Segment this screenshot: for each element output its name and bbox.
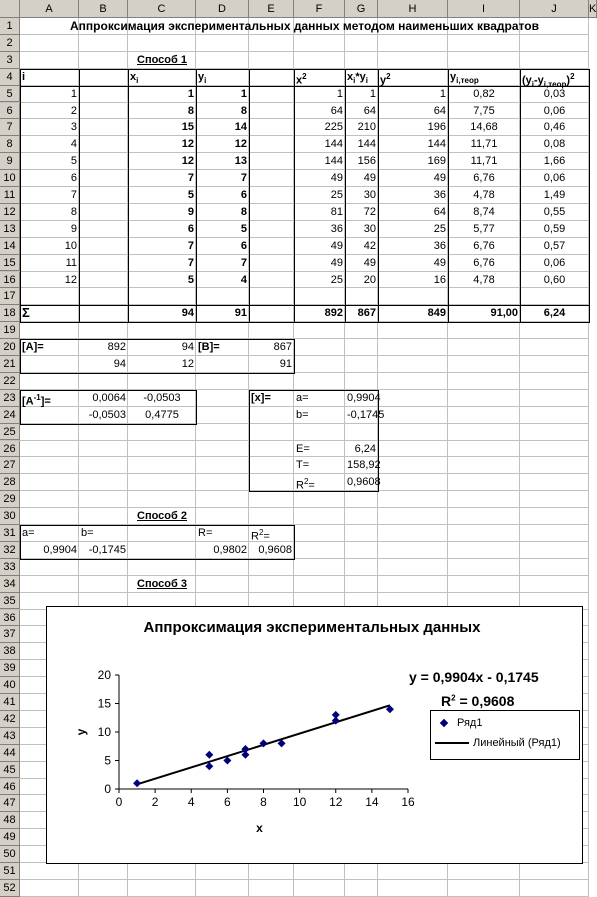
row-header-33[interactable]: 33 bbox=[0, 559, 20, 576]
x-tick-label: 8 bbox=[260, 795, 267, 809]
matrix-a-cell: 892 bbox=[107, 341, 126, 354]
table-cell: 5 bbox=[70, 155, 77, 168]
table-cell: 7 bbox=[240, 172, 247, 185]
column-header-a[interactable]: A bbox=[20, 0, 79, 18]
method2-r2-eq: = bbox=[263, 530, 270, 543]
row-header-11[interactable]: 11 bbox=[0, 187, 20, 204]
table-cell: 6,76 bbox=[473, 256, 495, 269]
table-cell: 12 bbox=[234, 138, 247, 151]
column-header-d[interactable]: D bbox=[196, 0, 249, 18]
table-cell: 64 bbox=[433, 104, 446, 117]
table-cell: 81 bbox=[330, 205, 343, 218]
table-cell: 2 bbox=[70, 104, 77, 117]
table-cell: 12 bbox=[181, 155, 194, 168]
row-header-30[interactable]: 30 bbox=[0, 508, 20, 525]
method2-b-value: -0,1745 bbox=[88, 543, 126, 556]
table-cell: 144 bbox=[357, 138, 376, 151]
x-tick-label: 16 bbox=[401, 795, 415, 809]
column-header-j[interactable]: J bbox=[520, 0, 589, 18]
x-tick-label: 14 bbox=[365, 795, 379, 809]
table-cell: 0,46 bbox=[543, 121, 566, 134]
matrix-a-cell: 94 bbox=[181, 341, 194, 354]
table-cell: 169 bbox=[427, 155, 446, 168]
table-cell: 1 bbox=[439, 87, 446, 100]
table-cell: 0,06 bbox=[543, 172, 566, 185]
table-cell: 6 bbox=[240, 189, 247, 201]
table-cell: 196 bbox=[427, 121, 446, 134]
r2-eq: = bbox=[308, 479, 315, 492]
row-header-16[interactable]: 16 bbox=[0, 272, 20, 289]
table-cell: 9 bbox=[70, 222, 77, 235]
header-y-sub: i bbox=[204, 75, 207, 85]
table-cell: 30 bbox=[363, 189, 376, 201]
table-cell: 4,78 bbox=[473, 189, 495, 201]
table-cell: 1 bbox=[70, 87, 77, 100]
header-x2: x bbox=[296, 74, 303, 87]
table-cell: 210 bbox=[357, 121, 376, 134]
table-cell: 144 bbox=[324, 155, 343, 168]
x-tick-label: 12 bbox=[329, 795, 343, 809]
matrix-ainv-sup: -1 bbox=[33, 392, 41, 402]
table-cell: 1 bbox=[240, 87, 247, 100]
table-cell: 12 bbox=[181, 138, 194, 151]
row-header-22[interactable]: 22 bbox=[0, 373, 20, 390]
row-header-37[interactable]: 37 bbox=[0, 626, 20, 643]
table-cell: 6,76 bbox=[473, 239, 495, 252]
column-header-f[interactable]: F bbox=[294, 0, 345, 18]
method2-r-value: 0,9802 bbox=[213, 543, 247, 556]
method2-r-label: R= bbox=[198, 527, 213, 539]
row-header-34[interactable]: 34 bbox=[0, 576, 20, 593]
table-cell: 5 bbox=[187, 273, 194, 286]
row-header-48[interactable]: 48 bbox=[0, 812, 20, 829]
matrix-a-cell: 94 bbox=[113, 358, 126, 370]
header-x2-sup: 2 bbox=[302, 71, 307, 81]
row-header-51[interactable]: 51 bbox=[0, 863, 20, 880]
row-header-10[interactable]: 10 bbox=[0, 170, 20, 187]
table-cell: 25 bbox=[330, 189, 343, 201]
row-header-19[interactable]: 19 bbox=[0, 322, 20, 339]
table-cell: 4 bbox=[70, 138, 77, 151]
header-dev-sup: 2 bbox=[570, 71, 575, 81]
row-gridline bbox=[0, 507, 589, 508]
cell bbox=[448, 69, 520, 86]
row-header-12[interactable]: 12 bbox=[0, 204, 20, 221]
e-label: E= bbox=[296, 442, 310, 455]
table-cell: 8,74 bbox=[473, 205, 495, 218]
table-cell: 15 bbox=[181, 121, 194, 134]
table-cell: 7,75 bbox=[473, 104, 495, 117]
matrix-ainv-cell: 0,0064 bbox=[92, 391, 126, 404]
header-yteor-sub: i,теор bbox=[456, 75, 479, 85]
row-header-27[interactable]: 27 bbox=[0, 457, 20, 474]
row-header-39[interactable]: 39 bbox=[0, 660, 20, 677]
table-cell: 5 bbox=[187, 189, 194, 201]
table-cell: 144 bbox=[324, 138, 343, 151]
row-header-2[interactable]: 2 bbox=[0, 35, 20, 52]
method2-r2-sup: 2 bbox=[258, 528, 264, 537]
diamond-marker-icon bbox=[440, 719, 448, 727]
table-cell: 8 bbox=[240, 205, 247, 218]
sum-y: 91 bbox=[234, 307, 247, 320]
header-xy-sub2: i bbox=[365, 75, 368, 85]
header-y2-sup: 2 bbox=[386, 71, 391, 81]
sum-x: 94 bbox=[181, 307, 194, 320]
select-all-corner[interactable] bbox=[0, 0, 20, 18]
row-header-26[interactable]: 26 bbox=[0, 441, 20, 458]
table-cell: 6 bbox=[70, 172, 77, 185]
y-axis-title: y bbox=[74, 728, 88, 736]
trend-r2-value: = 0,9608 bbox=[455, 693, 515, 709]
x-axis-title: x bbox=[256, 821, 263, 835]
table-cell: 42 bbox=[363, 239, 376, 252]
table-cell: 49 bbox=[330, 172, 343, 185]
table-cell: 7 bbox=[240, 256, 247, 269]
cell bbox=[520, 69, 589, 89]
method2-a-label: a= bbox=[22, 527, 35, 539]
table-cell: 30 bbox=[363, 222, 376, 235]
table-cell: 49 bbox=[330, 239, 343, 252]
table-cell: 11,71 bbox=[470, 138, 498, 151]
legend-item-trend bbox=[435, 737, 561, 749]
row-header-17[interactable]: 17 bbox=[0, 288, 20, 305]
table-cell: 12 bbox=[64, 273, 77, 286]
data-point bbox=[205, 751, 213, 759]
table-cell: 72 bbox=[363, 205, 376, 218]
header-yteor: y bbox=[450, 70, 457, 83]
row-header-44[interactable]: 44 bbox=[0, 745, 20, 762]
cell bbox=[20, 390, 79, 407]
header-x-sub: i bbox=[136, 75, 139, 85]
row-header-43[interactable]: 43 bbox=[0, 728, 20, 745]
table-cell: 36 bbox=[433, 189, 446, 201]
matrix-ainv-cell: 0,4775 bbox=[145, 408, 179, 421]
table-cell: 4,78 bbox=[473, 273, 495, 286]
table-cell: 49 bbox=[363, 172, 376, 185]
matrix-ainv-cell: -0,0503 bbox=[88, 408, 126, 421]
y-tick-label: 0 bbox=[104, 782, 111, 796]
table-cell: 20 bbox=[363, 273, 376, 286]
x-tick-label: 4 bbox=[187, 795, 195, 809]
table-cell: 0,60 bbox=[543, 273, 566, 286]
header-x: x bbox=[130, 70, 137, 83]
column-header-b[interactable]: B bbox=[79, 0, 128, 18]
table-cell: 5 bbox=[240, 222, 247, 235]
header-xy-y: *y bbox=[355, 70, 366, 83]
table-cell: 13 bbox=[234, 155, 247, 168]
row-header-29[interactable]: 29 bbox=[0, 491, 20, 508]
legend-series-label: Ряд1 bbox=[457, 717, 483, 729]
row-header-21[interactable]: 21 bbox=[0, 356, 20, 373]
table-cell: 64 bbox=[433, 205, 446, 218]
table-cell: 225 bbox=[324, 121, 343, 134]
row-header-9[interactable]: 9 bbox=[0, 153, 20, 170]
row-header-38[interactable]: 38 bbox=[0, 643, 20, 660]
sum-xy: 867 bbox=[357, 307, 376, 320]
method3-label: Способ 3 bbox=[137, 577, 187, 590]
method2-a-value: 0,9904 bbox=[43, 543, 77, 556]
data-point bbox=[332, 711, 340, 719]
row-header-41[interactable]: 41 bbox=[0, 694, 20, 711]
cell bbox=[128, 69, 196, 86]
table-cell: 64 bbox=[363, 104, 376, 117]
b-value: -0,1745 bbox=[347, 408, 385, 421]
table-cell: 5,77 bbox=[473, 222, 495, 235]
row-header-35[interactable]: 35 bbox=[0, 593, 20, 610]
row-header-42[interactable]: 42 bbox=[0, 711, 20, 728]
table-cell: 49 bbox=[330, 256, 343, 269]
header-xy-sub1: i bbox=[353, 75, 356, 85]
trend-r2-label: R bbox=[441, 693, 452, 709]
row-header-14[interactable]: 14 bbox=[0, 238, 20, 255]
matrix-ainv-label: [A bbox=[22, 395, 34, 408]
table-cell: 0,06 bbox=[543, 256, 566, 269]
cell bbox=[345, 69, 378, 86]
table-cell: 0,59 bbox=[543, 222, 566, 235]
table-cell: 9 bbox=[187, 205, 194, 218]
row-header-4[interactable]: 4 bbox=[0, 69, 20, 86]
table-cell: 0,06 bbox=[543, 104, 566, 117]
b-label: b= bbox=[296, 408, 309, 421]
row-header-1[interactable]: 1 bbox=[0, 18, 20, 35]
row-header-45[interactable]: 45 bbox=[0, 762, 20, 779]
table-cell: 4 bbox=[240, 273, 247, 286]
table-cell: 16 bbox=[433, 273, 446, 286]
row-header-15[interactable]: 15 bbox=[0, 255, 20, 272]
table-cell: 25 bbox=[433, 222, 446, 235]
sum-dev: 6,24 bbox=[543, 307, 566, 320]
table-cell: 156 bbox=[357, 155, 376, 168]
row-header-36[interactable]: 36 bbox=[0, 610, 20, 627]
col-border bbox=[249, 69, 295, 324]
table-cell: 1,49 bbox=[543, 189, 566, 201]
table-cell: 49 bbox=[433, 256, 446, 269]
row-header-46[interactable]: 46 bbox=[0, 779, 20, 796]
trend-r2 bbox=[441, 693, 514, 709]
cell bbox=[249, 525, 294, 542]
cell bbox=[196, 69, 249, 86]
row-header-7[interactable]: 7 bbox=[0, 119, 20, 136]
matrix-ainv-cell: -0,0503 bbox=[143, 391, 181, 404]
y-tick-label: 15 bbox=[97, 696, 111, 711]
header-y2: y bbox=[380, 74, 387, 87]
row-header-24[interactable]: 24 bbox=[0, 407, 20, 424]
table-cell: 25 bbox=[330, 273, 343, 286]
chart-title: Аппроксимация экспериментальных данных bbox=[143, 619, 481, 636]
r2-label: R bbox=[296, 479, 304, 492]
table-cell: 6 bbox=[187, 222, 194, 235]
t-label: T= bbox=[296, 459, 310, 472]
y-tick-label: 10 bbox=[97, 725, 111, 739]
vector-x-label: [x]= bbox=[251, 391, 271, 404]
cell bbox=[294, 69, 345, 86]
sheet-title: Аппроксимация экспериментальных данных методом наименьших квадратов bbox=[70, 19, 539, 33]
sum-symbol: Σ bbox=[22, 305, 30, 321]
table-cell: 7 bbox=[187, 256, 194, 269]
table-cell: 6 bbox=[240, 239, 247, 252]
method2-b-label: b= bbox=[81, 527, 94, 539]
y-tick-label: 20 bbox=[97, 668, 111, 682]
row-header-25[interactable]: 25 bbox=[0, 424, 20, 441]
table-cell: 49 bbox=[433, 172, 446, 185]
table-cell: 3 bbox=[70, 121, 77, 134]
matrix-b-cell: 91 bbox=[279, 358, 292, 370]
x-tick-label: 10 bbox=[292, 795, 307, 809]
table-cell: 64 bbox=[330, 104, 343, 117]
row-gridline bbox=[0, 879, 589, 880]
r2-sup: 2 bbox=[303, 477, 309, 487]
trend-r2-sup: 2 bbox=[451, 693, 456, 703]
row-header-6[interactable]: 6 bbox=[0, 103, 20, 120]
row-header-50[interactable]: 50 bbox=[0, 846, 20, 863]
row-header-31[interactable]: 31 bbox=[0, 525, 20, 542]
row-header-5[interactable]: 5 bbox=[0, 86, 20, 103]
table-cell: 7 bbox=[70, 189, 77, 201]
row-header-52[interactable]: 52 bbox=[0, 880, 20, 897]
header-dev-sub2: i,теор bbox=[543, 79, 567, 89]
row-header-13[interactable]: 13 bbox=[0, 221, 20, 238]
matrix-a-label: [A]= bbox=[22, 341, 44, 354]
row-header-8[interactable]: 8 bbox=[0, 136, 20, 153]
x-tick-label: 6 bbox=[224, 795, 231, 809]
method2-r2-value: 0,9608 bbox=[258, 543, 292, 556]
table-cell: 11,71 bbox=[470, 155, 498, 168]
matrix-b-cell: 867 bbox=[273, 341, 292, 354]
table-cell: 8 bbox=[240, 104, 247, 117]
row-header-20[interactable]: 20 bbox=[0, 339, 20, 356]
table-cell: 0,08 bbox=[543, 138, 566, 151]
table-cell: 7 bbox=[187, 172, 194, 185]
method2-label: Способ 2 bbox=[137, 510, 187, 523]
table-cell: 0,03 bbox=[543, 87, 566, 100]
column-header-i[interactable]: I bbox=[448, 0, 520, 18]
table-cell: 6,76 bbox=[473, 172, 495, 185]
table-cell: 8 bbox=[187, 104, 194, 117]
row-header-47[interactable]: 47 bbox=[0, 795, 20, 812]
table-cell: 1 bbox=[369, 87, 376, 100]
a-label: a= bbox=[296, 391, 309, 404]
table-cell: 14 bbox=[234, 121, 247, 134]
table-cell: 14,68 bbox=[470, 121, 498, 134]
legend-trend-label: Линейный (Ряд1) bbox=[473, 737, 561, 749]
table-cell: 49 bbox=[363, 256, 376, 269]
row-header-32[interactable]: 32 bbox=[0, 542, 20, 559]
matrix-ainv-close: ]= bbox=[40, 395, 51, 408]
column-header-k[interactable]: K bbox=[589, 0, 597, 18]
table-cell: 10 bbox=[64, 239, 77, 252]
table-cell: 36 bbox=[330, 222, 343, 235]
header-dev: (y bbox=[522, 74, 532, 87]
column-header-h[interactable]: H bbox=[378, 0, 448, 18]
row-header-23[interactable]: 23 bbox=[0, 390, 20, 407]
table-cell: 1 bbox=[187, 87, 194, 100]
table-cell: 8 bbox=[70, 205, 77, 218]
table-cell: 1 bbox=[336, 87, 343, 100]
row-gridline bbox=[0, 575, 589, 576]
legend-item-series bbox=[437, 717, 482, 729]
column-header-e[interactable]: E bbox=[249, 0, 294, 18]
row-header-49[interactable]: 49 bbox=[0, 829, 20, 846]
header-dev-sub1: i bbox=[531, 79, 535, 89]
header-dev-mid: -y bbox=[534, 74, 544, 87]
cell bbox=[378, 69, 448, 86]
header-dev-close: ) bbox=[566, 74, 571, 87]
row-header-28[interactable]: 28 bbox=[0, 474, 20, 491]
table-cell: 7 bbox=[187, 239, 194, 252]
matrix-b-label: [B]= bbox=[198, 341, 220, 354]
sum-y2: 849 bbox=[427, 307, 446, 320]
table-cell: 0,82 bbox=[473, 87, 495, 100]
row-header-18[interactable]: 18 bbox=[0, 305, 20, 322]
a-value: 0,9904 bbox=[347, 391, 381, 404]
table-cell: 36 bbox=[433, 239, 446, 252]
table-cell: 0,55 bbox=[543, 205, 566, 218]
line-marker-icon bbox=[435, 742, 469, 744]
row-header-40[interactable]: 40 bbox=[0, 677, 20, 694]
header-xy: x bbox=[347, 70, 354, 83]
header-i: i bbox=[22, 70, 26, 83]
table-cell: 144 bbox=[427, 138, 446, 151]
table-cell: 1,66 bbox=[543, 155, 566, 168]
column-header-g[interactable]: G bbox=[345, 0, 378, 18]
trend-equation: y = 0,9904x - 0,1745 bbox=[409, 669, 539, 685]
row-gridline bbox=[0, 592, 589, 593]
header-y: y bbox=[198, 70, 205, 83]
matrix-a-cell: 12 bbox=[181, 358, 194, 370]
sum-x2: 892 bbox=[324, 307, 343, 320]
table-cell: 11 bbox=[65, 256, 77, 269]
row-gridline bbox=[0, 51, 589, 52]
x-tick-label: 0 bbox=[115, 795, 123, 809]
chart-legend[interactable] bbox=[430, 710, 580, 760]
e-value: 6,24 bbox=[354, 442, 376, 455]
data-point bbox=[133, 779, 141, 787]
row-header-3[interactable]: 3 bbox=[0, 52, 20, 69]
y-tick-label: 5 bbox=[104, 753, 111, 768]
t-value: 158,92 bbox=[347, 459, 381, 472]
method2-r2-label: R bbox=[251, 530, 259, 543]
method1-label: Способ 1 bbox=[137, 53, 187, 66]
sum-yteor: 91,00 bbox=[490, 307, 518, 320]
chart-area[interactable] bbox=[46, 606, 583, 864]
column-header-c[interactable]: C bbox=[128, 0, 196, 18]
x-tick-label: 2 bbox=[151, 795, 159, 809]
table-cell: 0,57 bbox=[543, 239, 566, 252]
r2-value: 0,9608 bbox=[347, 476, 381, 489]
cell bbox=[294, 474, 345, 491]
